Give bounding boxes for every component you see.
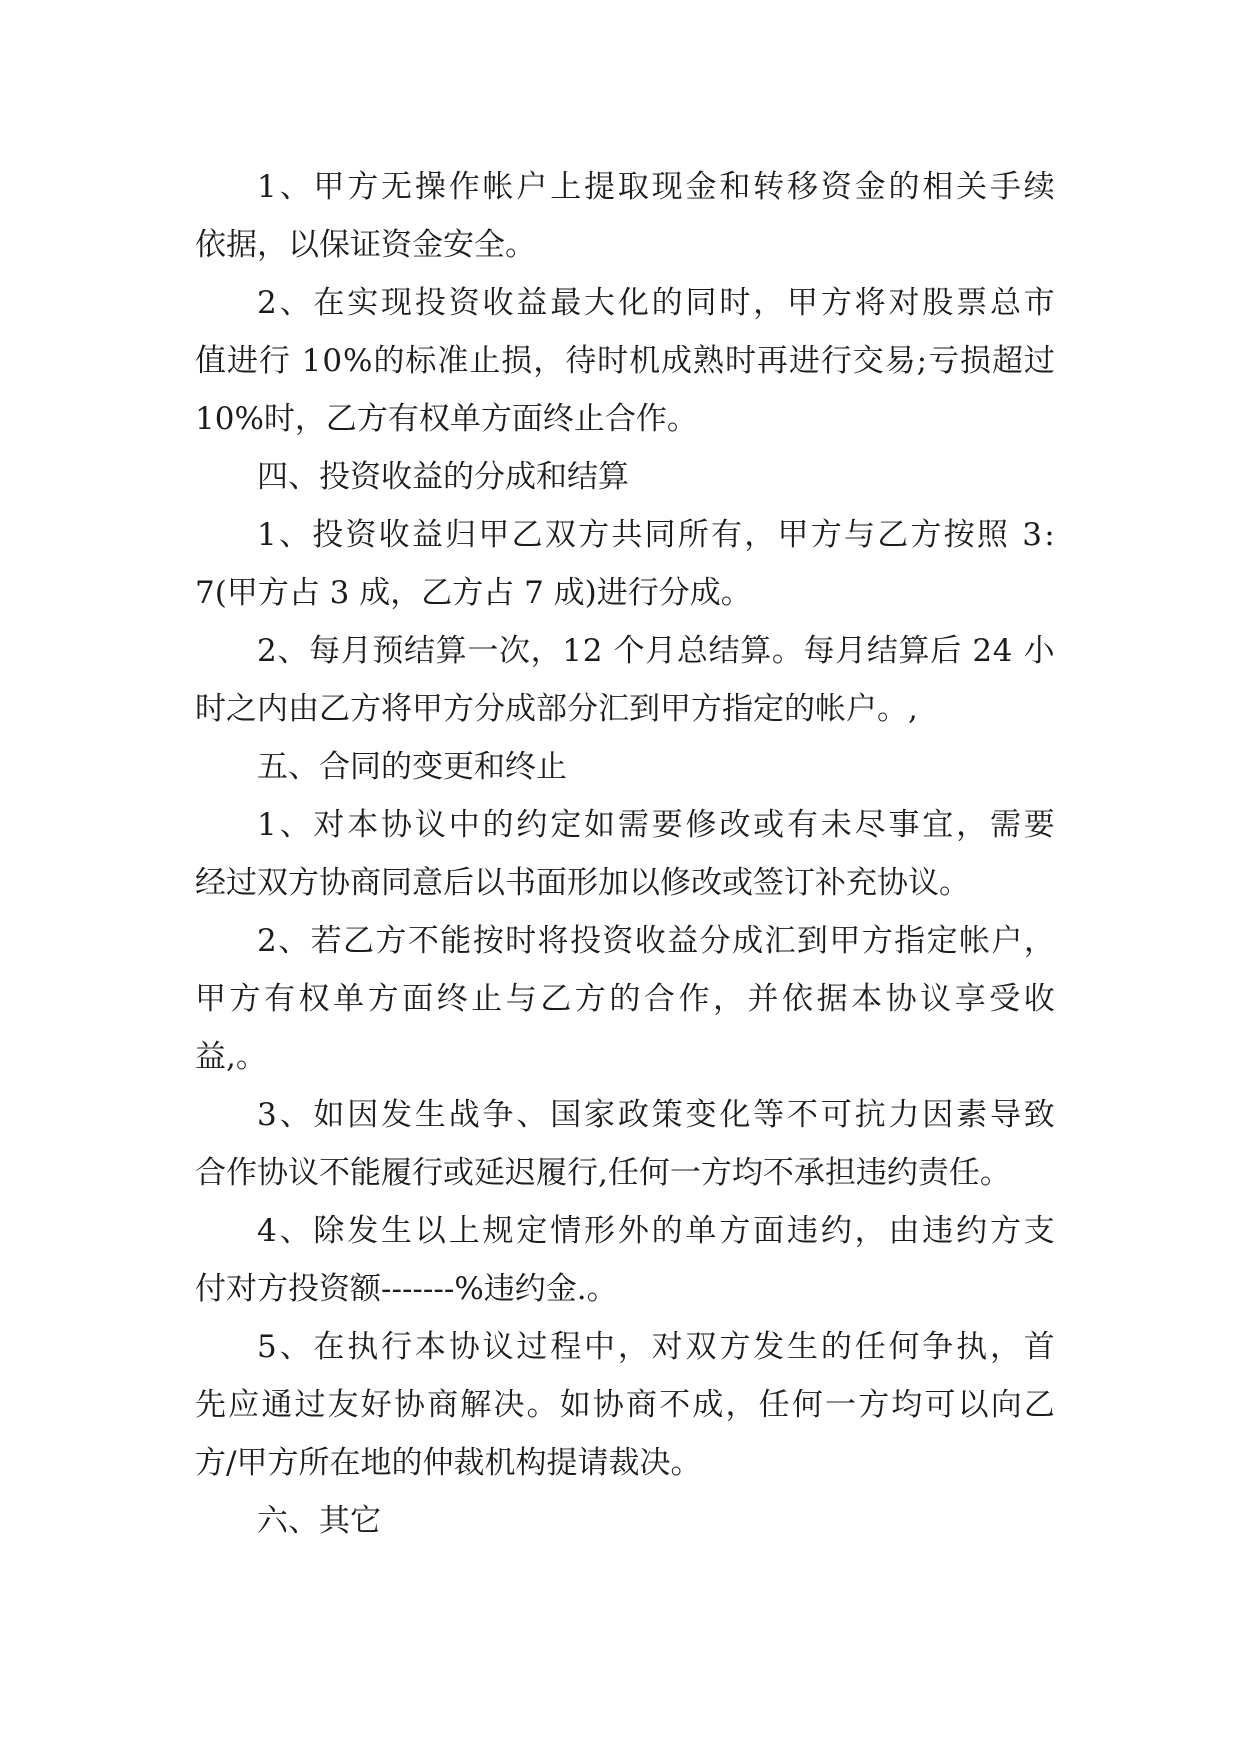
text-line: 经过双方协商同意后以书面形加以修改或签订补充协议。 xyxy=(195,865,970,901)
clause-5-1 xyxy=(195,796,1055,912)
text-line: 付对方投资额-------%违约金.。 xyxy=(195,1271,618,1307)
text-line: 1 、 甲 方 无 操 作 帐 户 上 提 取 现 金 和 转 移 资 金 的 相 关 手 续 xyxy=(257,169,1055,205)
section-heading-6 xyxy=(195,1492,1055,1550)
clause-3-2 xyxy=(195,274,1055,448)
section-heading: 四、投资收益的分成和结算 xyxy=(257,459,629,495)
text-line: 益,。 xyxy=(195,1039,267,1075)
clause-5-3 xyxy=(195,1086,1055,1202)
section-heading-4 xyxy=(195,448,1055,506)
text-line: 值 进 行 1 0 % 的 标 准 止 损 ， 待 时 机 成 熟 时 再 进 行 交 易 ; 亏 损 超 过 xyxy=(195,343,1055,379)
clause-3-1 xyxy=(195,158,1055,274)
document-body xyxy=(195,158,1055,1550)
text-line: 2 、 每 月 预 结 算 一 次 ， 1 2 个 月 总 结 算 。 每 月 结 算 后 2 4 小 xyxy=(257,633,1055,669)
text-line: 合作协议不能履行或延迟履行,任何一方均不承担违约责任。 xyxy=(195,1155,1011,1191)
text-line: 5 、 在 执 行 本 协 议 过 程 中 ， 对 双 方 发 生 的 任 何 争 执 ， 首 xyxy=(257,1329,1055,1365)
text-line: 依据，以保证资金安全。 xyxy=(195,227,536,263)
clause-4-1 xyxy=(195,506,1055,622)
section-heading: 六、其它 xyxy=(257,1503,381,1539)
text-line: 2 、 若 乙 方 不 能 按 时 将 投 资 收 益 分 成 汇 到 甲 方 指 定 帐 户 ， xyxy=(257,923,1055,959)
text-line: 方/甲方所在地的仲裁机构提请裁决。 xyxy=(195,1445,702,1481)
text-line: 4 、 除 发 生 以 上 规 定 情 形 外 的 单 方 面 违 约 ， 由 违 约 方 支 xyxy=(257,1213,1055,1249)
text-line: 10%时，乙方有权单方面终止合作。 xyxy=(195,401,698,437)
section-heading: 五、合同的变更和终止 xyxy=(257,749,567,785)
text-line: 时之内由乙方将甲方分成部分汇到甲方指定的帐户。, xyxy=(195,691,918,727)
text-line: 先 应 通 过 友 好 协 商 解 决 。 如 协 商 不 成 ， 任 何 一 方 均 可 以 向 乙 xyxy=(195,1387,1055,1423)
clause-5-2 xyxy=(195,912,1055,1086)
text-line: 甲 方 有 权 单 方 面 终 止 与 乙 方 的 合 作 ， 并 依 据 本 协 议 享 受 收 xyxy=(195,981,1055,1017)
clause-5-4 xyxy=(195,1202,1055,1318)
text-line: 3 、 如 因 发 生 战 争 、 国 家 政 策 变 化 等 不 可 抗 力 因 素 导 致 xyxy=(257,1097,1055,1133)
text-line: 2 、 在 实 现 投 资 收 益 最 大 化 的 同 时 ， 甲 方 将 对 股 票 总 市 xyxy=(257,285,1055,321)
clause-4-2 xyxy=(195,622,1055,738)
text-line: 1 、 投 资 收 益 归 甲 乙 双 方 共 同 所 有 ， 甲 方 与 乙 方 按 照 3 : xyxy=(257,517,1055,553)
text-line: 7(甲方占 3 成，乙方占 7 成)进行分成。 xyxy=(195,575,752,611)
text-line: 1 、 对 本 协 议 中 的 约 定 如 需 要 修 改 或 有 未 尽 事 宜 ， 需 要 xyxy=(257,807,1055,843)
clause-5-5 xyxy=(195,1318,1055,1492)
section-heading-5 xyxy=(195,738,1055,796)
